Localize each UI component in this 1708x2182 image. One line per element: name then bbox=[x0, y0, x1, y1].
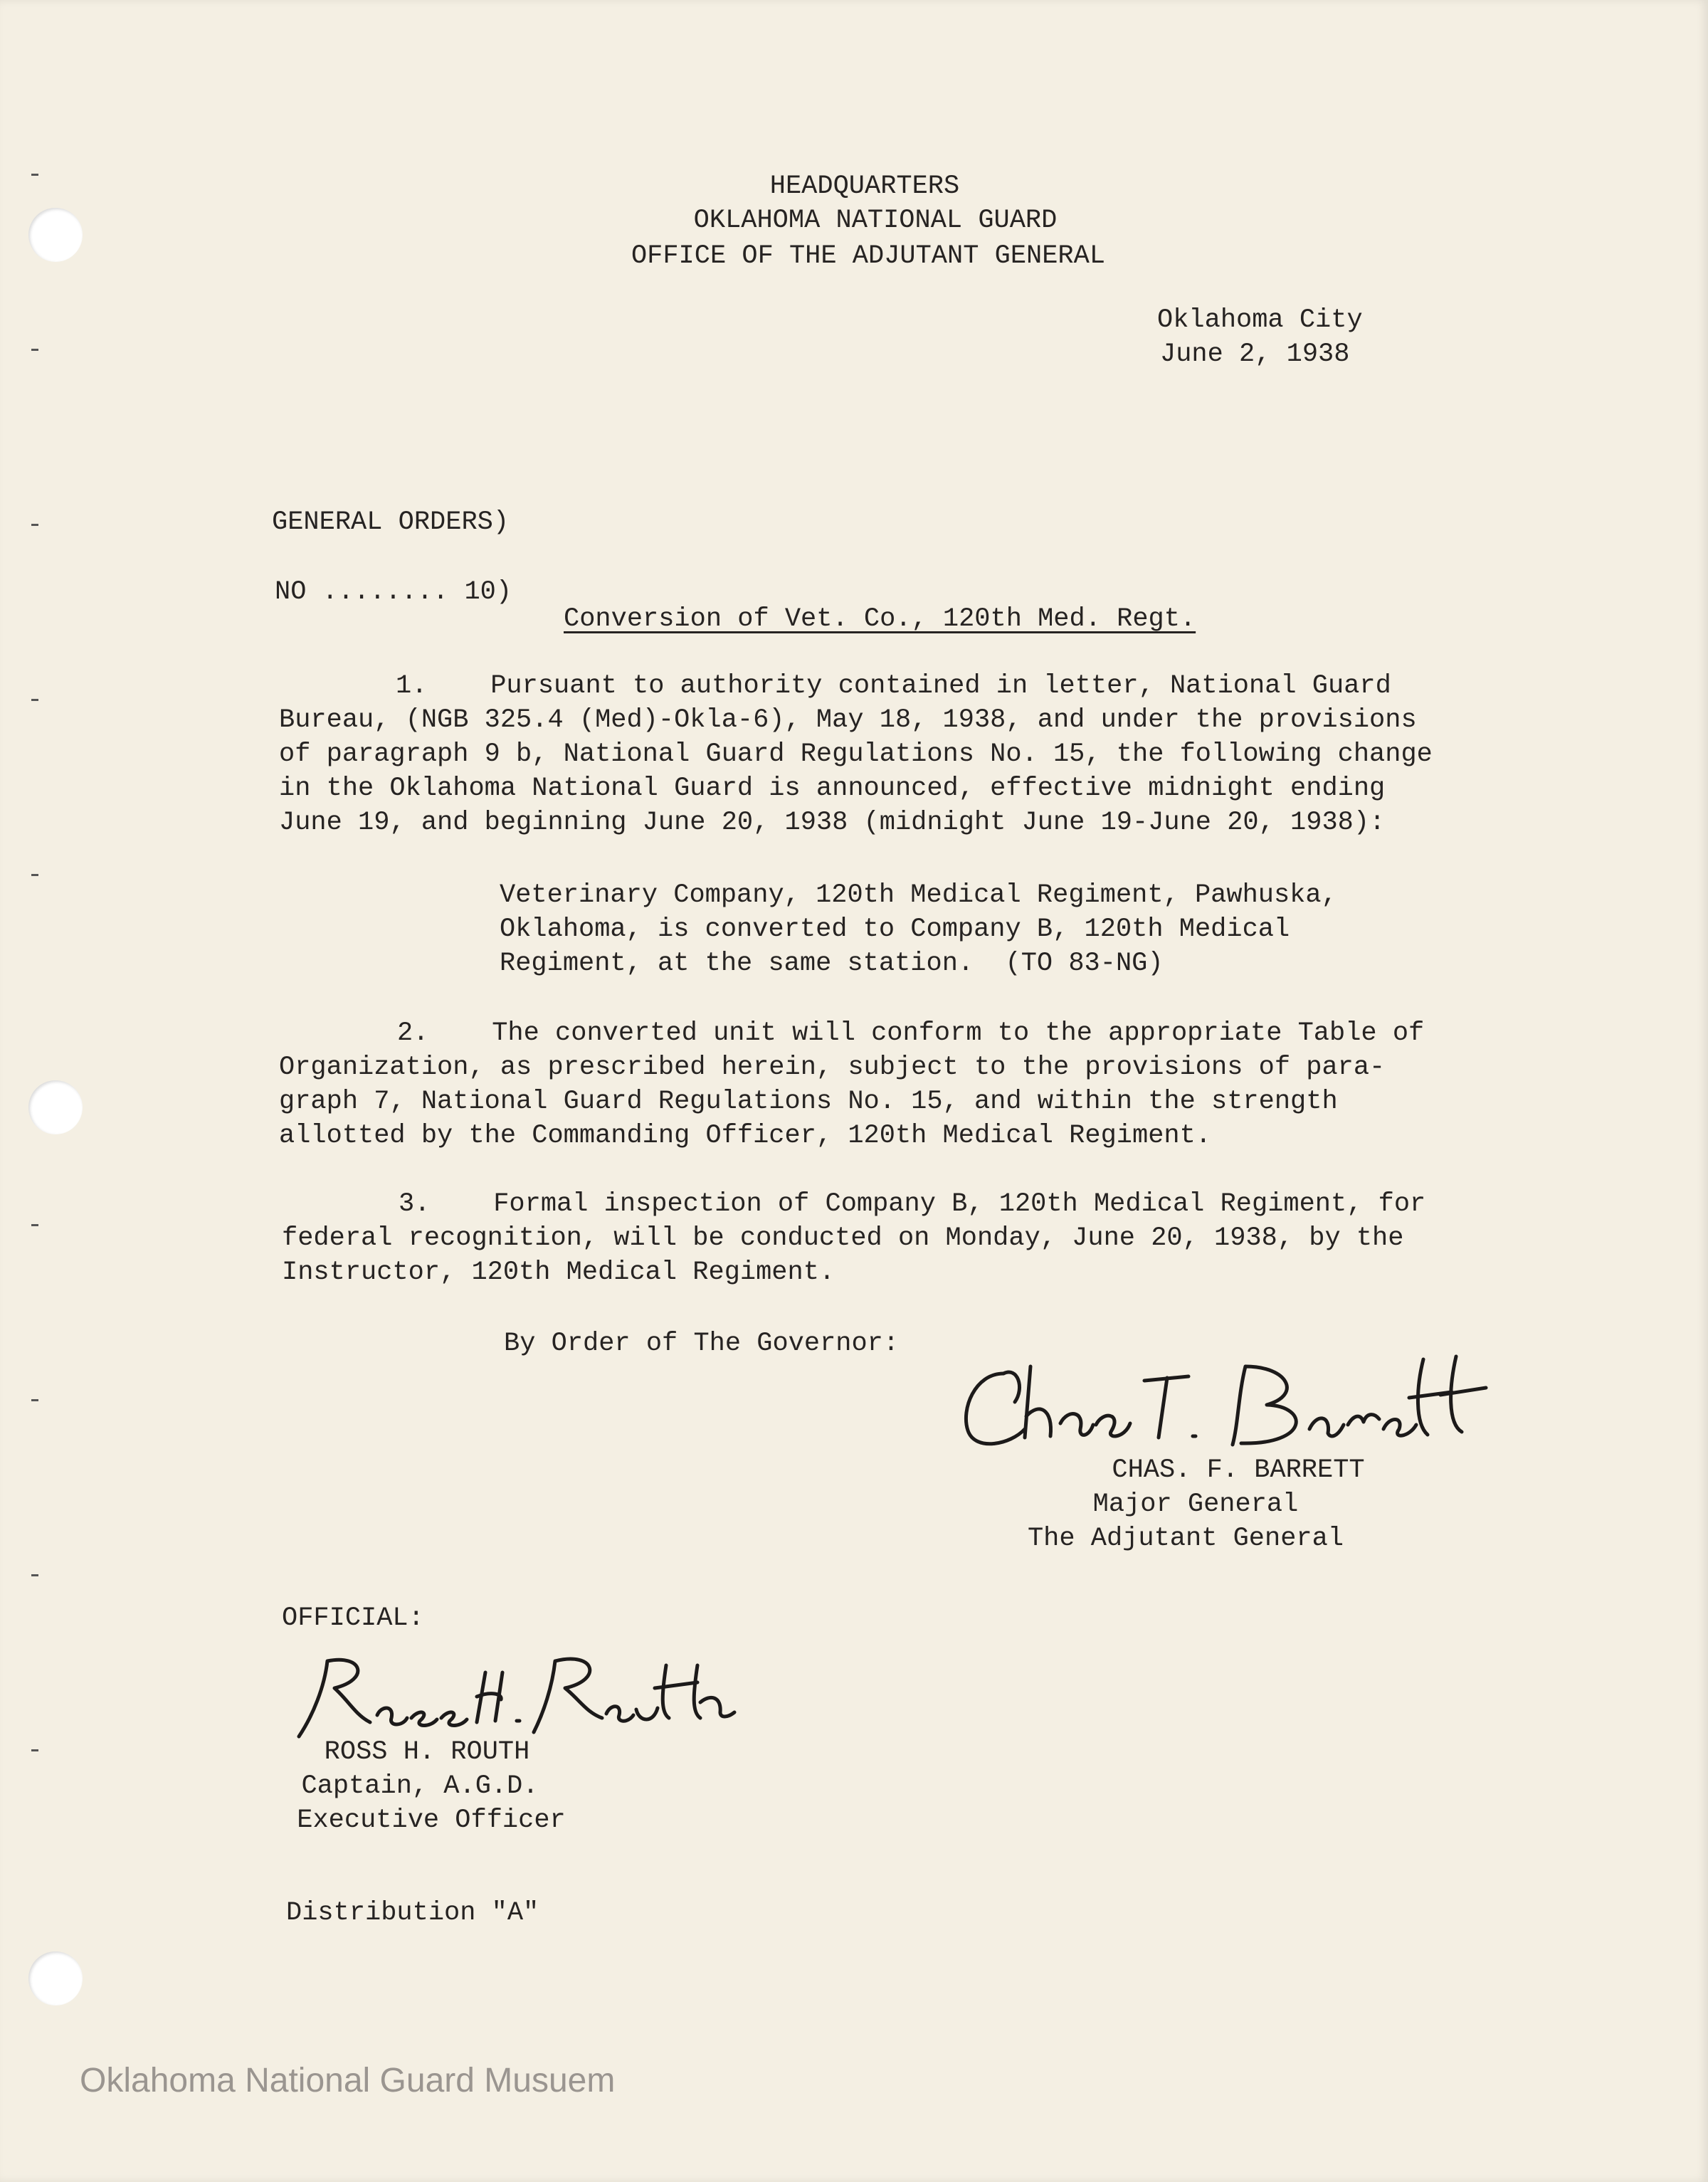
official-title: Executive Officer bbox=[297, 1806, 566, 1835]
paragraph-3-line: federal recognition, will be conducted on Monday, June 20, 1938, by the bbox=[282, 1223, 1404, 1253]
margin-mark bbox=[31, 524, 38, 526]
margin-mark bbox=[31, 1574, 38, 1576]
letterhead-line-2: OKLAHOMA NATIONAL GUARD bbox=[693, 206, 1058, 236]
paragraph-1-line: 1. Pursuant to authority contained in letter, National Guard bbox=[396, 671, 1391, 701]
margin-mark bbox=[31, 1399, 38, 1401]
general-orders-label: GENERAL ORDERS) bbox=[272, 507, 510, 537]
paragraph-1-line: of paragraph 9 b, National Guard Regulations No. 15, the following change bbox=[279, 739, 1433, 769]
paragraph-2-line: graph 7, National Guard Regulations No. 15, and within the strength bbox=[279, 1087, 1338, 1117]
official-label: OFFICIAL: bbox=[282, 1603, 424, 1633]
paragraph-1-line: June 19, and beginning June 20, 1938 (midnight June 19-June 20, 1938): bbox=[279, 808, 1386, 838]
margin-mark bbox=[31, 1749, 38, 1751]
paragraph-2-line: Organization, as prescribed herein, subject to the provisions of para- bbox=[279, 1053, 1386, 1082]
letterhead-line-3: OFFICE OF THE ADJUTANT GENERAL bbox=[631, 241, 1106, 271]
place: Oklahoma City bbox=[1157, 305, 1363, 335]
conversion-statement-line: Veterinary Company, 120th Medical Regiment, Pawhuska, bbox=[500, 880, 1337, 910]
margin-mark bbox=[31, 699, 38, 701]
order-subject: Conversion of Vet. Co., 120th Med. Regt. bbox=[564, 604, 1196, 634]
order-number: NO ........ 10) bbox=[275, 577, 512, 607]
signatory-rank: Major General bbox=[1092, 1490, 1299, 1519]
museum-watermark: Oklahoma National Guard Musuem bbox=[80, 2062, 616, 2099]
conversion-statement-line: Oklahoma, is converted to Company B, 120th Medical bbox=[500, 915, 1290, 944]
signatory-title: The Adjutant General bbox=[1027, 1524, 1344, 1554]
paragraph-3-line: Instructor, 120th Medical Regiment. bbox=[282, 1258, 835, 1287]
signatory-name: CHAS. F. BARRETT bbox=[1112, 1455, 1365, 1485]
margin-mark bbox=[31, 1224, 38, 1226]
conversion-statement-line: Regiment, at the same station. (TO 83-NG) bbox=[500, 949, 1164, 979]
routh-signature bbox=[285, 1644, 740, 1744]
paragraph-2-line: 2. The converted unit will conform to the appropriate Table of bbox=[397, 1018, 1425, 1048]
official-name: ROSS H. ROUTH bbox=[324, 1737, 530, 1767]
margin-mark bbox=[31, 349, 38, 351]
date: June 2, 1938 bbox=[1160, 339, 1350, 369]
distribution-line: Distribution "A" bbox=[286, 1898, 539, 1928]
paragraph-1-line: in the Oklahoma National Guard is announced, effective midnight ending bbox=[279, 774, 1386, 803]
paragraph-3-line: 3. Formal inspection of Company B, 120th Medical Regiment, for bbox=[399, 1189, 1426, 1219]
margin-mark bbox=[31, 874, 38, 876]
punch-hole-bottom bbox=[28, 1951, 83, 2006]
official-rank: Captain, A.G.D. bbox=[301, 1771, 539, 1801]
paragraph-2-line: allotted by the Commanding Officer, 120th Medical Regiment. bbox=[279, 1121, 1212, 1151]
punch-hole-middle bbox=[28, 1080, 83, 1134]
letterhead-line-1: HEADQUARTERS bbox=[769, 172, 960, 201]
barrett-signature bbox=[954, 1345, 1494, 1466]
by-order-line: By Order of The Governor: bbox=[504, 1329, 900, 1359]
paragraph-1-line: Bureau, (NGB 325.4 (Med)-Okla-6), May 18, 1938, and under the provisions bbox=[279, 705, 1417, 735]
